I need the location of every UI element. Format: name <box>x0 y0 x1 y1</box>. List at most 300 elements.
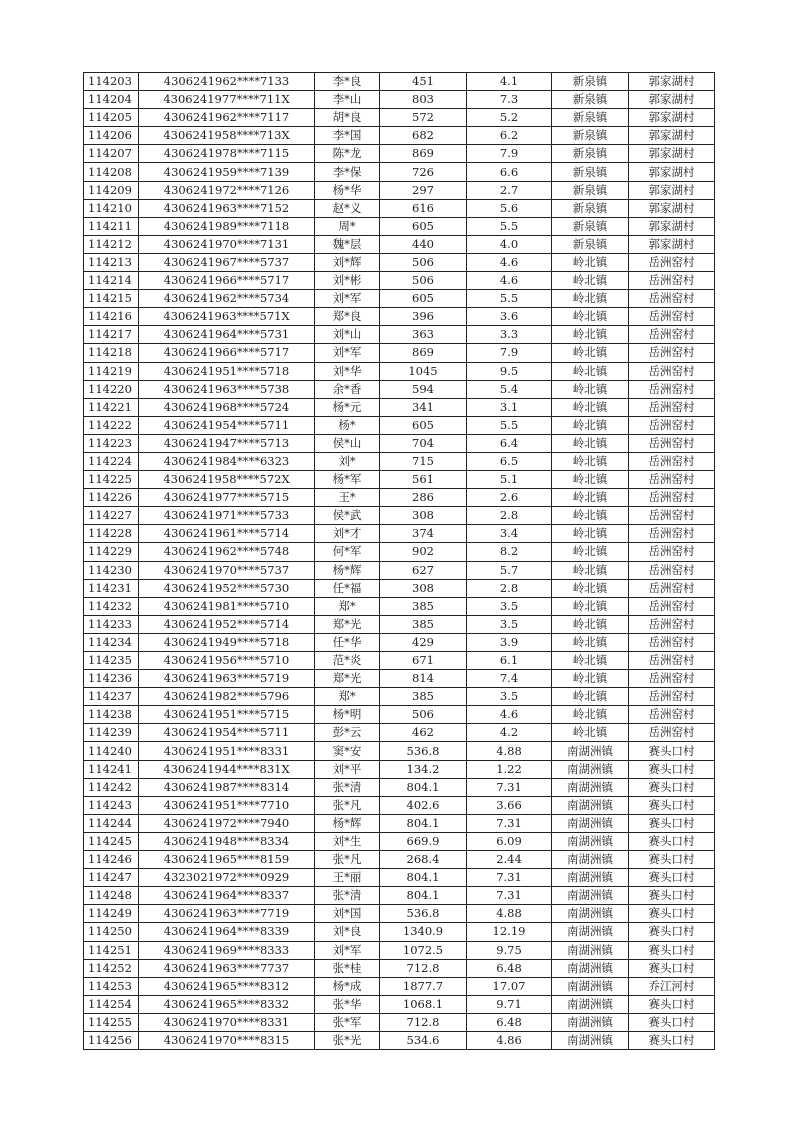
cell-id-number: 4306241962****7133 <box>139 73 315 91</box>
cell-amount: 1340.9 <box>380 923 467 941</box>
cell-name: 刘*军 <box>315 344 380 362</box>
cell-name: 李*山 <box>315 91 380 109</box>
cell-amount: 268.4 <box>380 851 467 869</box>
cell-record-id: 114222 <box>84 416 139 434</box>
data-table <box>83 72 715 1050</box>
cell-amount: 363 <box>380 326 467 344</box>
cell-id-number: 4306241971****5733 <box>139 507 315 525</box>
cell-name: 余*香 <box>315 380 380 398</box>
cell-name: 张*凡 <box>315 851 380 869</box>
table-row <box>84 217 715 235</box>
table-row <box>84 615 715 633</box>
cell-name: 侯*山 <box>315 434 380 452</box>
cell-amount: 715 <box>380 452 467 470</box>
cell-amount: 385 <box>380 597 467 615</box>
table-row <box>84 597 715 615</box>
cell-amount: 572 <box>380 109 467 127</box>
cell-value: 9.75 <box>467 941 552 959</box>
table-row <box>84 362 715 380</box>
cell-value: 6.6 <box>467 163 552 181</box>
cell-town: 南湖洲镇 <box>552 1031 629 1049</box>
cell-name: 杨*辉 <box>315 561 380 579</box>
cell-village: 岳洲窑村 <box>629 344 715 362</box>
cell-village: 赛头口村 <box>629 851 715 869</box>
cell-id-number: 4306241963****7737 <box>139 959 315 977</box>
cell-id-number: 4306241961****5714 <box>139 525 315 543</box>
cell-village: 岳洲窑村 <box>629 398 715 416</box>
cell-id-number: 4306241958****713X <box>139 127 315 145</box>
cell-record-id: 114242 <box>84 778 139 796</box>
cell-value: 6.09 <box>467 832 552 850</box>
cell-village: 岳洲窑村 <box>629 362 715 380</box>
cell-amount: 804.1 <box>380 869 467 887</box>
cell-value: 2.8 <box>467 507 552 525</box>
cell-town: 新泉镇 <box>552 127 629 145</box>
cell-village: 岳洲窑村 <box>629 652 715 670</box>
cell-record-id: 114223 <box>84 434 139 452</box>
cell-name: 任*华 <box>315 633 380 651</box>
cell-name: 胡*良 <box>315 109 380 127</box>
table-row <box>84 398 715 416</box>
cell-id-number: 4306241965****8159 <box>139 851 315 869</box>
cell-value: 2.44 <box>467 851 552 869</box>
cell-id-number: 4306241965****8332 <box>139 995 315 1013</box>
cell-amount: 1877.7 <box>380 977 467 995</box>
cell-name: 侯*武 <box>315 507 380 525</box>
cell-amount: 594 <box>380 380 467 398</box>
table-row <box>84 163 715 181</box>
cell-village: 郭家湖村 <box>629 163 715 181</box>
cell-record-id: 114207 <box>84 145 139 163</box>
cell-record-id: 114234 <box>84 633 139 651</box>
cell-name: 任*福 <box>315 579 380 597</box>
cell-value: 6.4 <box>467 434 552 452</box>
cell-amount: 506 <box>380 706 467 724</box>
cell-amount: 385 <box>380 688 467 706</box>
cell-amount: 341 <box>380 398 467 416</box>
cell-town: 岭北镇 <box>552 670 629 688</box>
cell-amount: 1045 <box>380 362 467 380</box>
cell-name: 王*丽 <box>315 869 380 887</box>
cell-value: 3.5 <box>467 615 552 633</box>
cell-amount: 536.8 <box>380 905 467 923</box>
cell-town: 南湖洲镇 <box>552 995 629 1013</box>
cell-name: 李*良 <box>315 73 380 91</box>
cell-town: 岭北镇 <box>552 525 629 543</box>
cell-record-id: 114246 <box>84 851 139 869</box>
cell-id-number: 4306241951****5718 <box>139 362 315 380</box>
cell-record-id: 114213 <box>84 253 139 271</box>
cell-value: 7.31 <box>467 814 552 832</box>
cell-amount: 616 <box>380 199 467 217</box>
cell-village: 赛头口村 <box>629 905 715 923</box>
cell-amount: 385 <box>380 615 467 633</box>
cell-record-id: 114241 <box>84 760 139 778</box>
cell-village: 岳洲窑村 <box>629 326 715 344</box>
cell-value: 12.19 <box>467 923 552 941</box>
cell-town: 岭北镇 <box>552 507 629 525</box>
cell-village: 赛头口村 <box>629 832 715 850</box>
cell-value: 7.31 <box>467 887 552 905</box>
cell-village: 郭家湖村 <box>629 109 715 127</box>
cell-id-number: 4306241987****8314 <box>139 778 315 796</box>
cell-value: 7.9 <box>467 145 552 163</box>
table-row <box>84 869 715 887</box>
cell-village: 赛头口村 <box>629 941 715 959</box>
cell-name: 杨*明 <box>315 706 380 724</box>
cell-id-number: 4306241970****8315 <box>139 1031 315 1049</box>
table-row <box>84 199 715 217</box>
cell-town: 南湖洲镇 <box>552 796 629 814</box>
cell-record-id: 114224 <box>84 452 139 470</box>
cell-value: 4.0 <box>467 235 552 253</box>
cell-town: 南湖洲镇 <box>552 814 629 832</box>
table-row <box>84 923 715 941</box>
cell-name: 刘*国 <box>315 905 380 923</box>
cell-record-id: 114220 <box>84 380 139 398</box>
cell-name: 刘*辉 <box>315 253 380 271</box>
cell-id-number: 4306241956****5710 <box>139 652 315 670</box>
table-row <box>84 760 715 778</box>
cell-name: 郑* <box>315 688 380 706</box>
cell-name: 杨*辉 <box>315 814 380 832</box>
cell-name: 范*炎 <box>315 652 380 670</box>
cell-name: 李*保 <box>315 163 380 181</box>
cell-town: 岭北镇 <box>552 362 629 380</box>
cell-amount: 814 <box>380 670 467 688</box>
table-row <box>84 471 715 489</box>
cell-value: 3.5 <box>467 688 552 706</box>
cell-value: 3.3 <box>467 326 552 344</box>
cell-name: 刘*军 <box>315 290 380 308</box>
table-row <box>84 724 715 742</box>
cell-amount: 902 <box>380 543 467 561</box>
cell-name: 周* <box>315 217 380 235</box>
cell-name: 刘*军 <box>315 941 380 959</box>
cell-record-id: 114203 <box>84 73 139 91</box>
cell-amount: 308 <box>380 579 467 597</box>
cell-village: 岳洲窑村 <box>629 253 715 271</box>
cell-amount: 704 <box>380 434 467 452</box>
cell-village: 岳洲窑村 <box>629 489 715 507</box>
cell-amount: 804.1 <box>380 778 467 796</box>
cell-value: 7.3 <box>467 91 552 109</box>
cell-id-number: 4306241977****711X <box>139 91 315 109</box>
cell-name: 刘* <box>315 452 380 470</box>
cell-town: 新泉镇 <box>552 235 629 253</box>
cell-village: 岳洲窑村 <box>629 597 715 615</box>
cell-record-id: 114245 <box>84 832 139 850</box>
cell-amount: 869 <box>380 145 467 163</box>
cell-record-id: 114252 <box>84 959 139 977</box>
cell-value: 17.07 <box>467 977 552 995</box>
cell-id-number: 4306241958****572X <box>139 471 315 489</box>
cell-record-id: 114227 <box>84 507 139 525</box>
cell-value: 6.48 <box>467 959 552 977</box>
cell-value: 5.5 <box>467 217 552 235</box>
cell-id-number: 4306241978****7115 <box>139 145 315 163</box>
cell-village: 郭家湖村 <box>629 145 715 163</box>
cell-town: 岭北镇 <box>552 724 629 742</box>
cell-record-id: 114250 <box>84 923 139 941</box>
table-row <box>84 706 715 724</box>
cell-value: 2.6 <box>467 489 552 507</box>
cell-value: 6.48 <box>467 1013 552 1031</box>
cell-town: 南湖洲镇 <box>552 887 629 905</box>
cell-village: 岳洲窑村 <box>629 579 715 597</box>
cell-town: 南湖洲镇 <box>552 905 629 923</box>
cell-value: 3.4 <box>467 525 552 543</box>
cell-town: 南湖洲镇 <box>552 1013 629 1031</box>
cell-amount: 134.2 <box>380 760 467 778</box>
cell-record-id: 114229 <box>84 543 139 561</box>
cell-village: 岳洲窑村 <box>629 688 715 706</box>
cell-name: 杨*元 <box>315 398 380 416</box>
cell-id-number: 4306241981****5710 <box>139 597 315 615</box>
cell-amount: 429 <box>380 633 467 651</box>
table-row <box>84 434 715 452</box>
cell-id-number: 4323021972****0929 <box>139 869 315 887</box>
cell-name: 张*华 <box>315 995 380 1013</box>
cell-town: 南湖洲镇 <box>552 851 629 869</box>
cell-id-number: 4306241951****7710 <box>139 796 315 814</box>
cell-town: 岭北镇 <box>552 290 629 308</box>
cell-town: 岭北镇 <box>552 597 629 615</box>
cell-amount: 534.6 <box>380 1031 467 1049</box>
cell-name: 郑*光 <box>315 615 380 633</box>
cell-record-id: 114240 <box>84 742 139 760</box>
cell-amount: 671 <box>380 652 467 670</box>
cell-value: 8.2 <box>467 543 552 561</box>
cell-amount: 396 <box>380 308 467 326</box>
cell-value: 4.6 <box>467 706 552 724</box>
cell-name: 赵*义 <box>315 199 380 217</box>
table-row <box>84 380 715 398</box>
cell-amount: 726 <box>380 163 467 181</box>
cell-value: 4.6 <box>467 253 552 271</box>
table-row <box>84 73 715 91</box>
cell-value: 6.5 <box>467 452 552 470</box>
cell-name: 何*军 <box>315 543 380 561</box>
cell-town: 岭北镇 <box>552 633 629 651</box>
table-row <box>84 561 715 579</box>
cell-id-number: 4306241963****571X <box>139 308 315 326</box>
cell-name: 张*光 <box>315 1031 380 1049</box>
cell-id-number: 4306241977****5715 <box>139 489 315 507</box>
cell-value: 7.31 <box>467 869 552 887</box>
cell-id-number: 4306241954****5711 <box>139 416 315 434</box>
cell-town: 岭北镇 <box>552 579 629 597</box>
cell-id-number: 4306241964****8337 <box>139 887 315 905</box>
cell-name: 刘*华 <box>315 362 380 380</box>
cell-name: 刘*山 <box>315 326 380 344</box>
cell-record-id: 114233 <box>84 615 139 633</box>
cell-value: 5.6 <box>467 199 552 217</box>
cell-name: 刘*生 <box>315 832 380 850</box>
cell-amount: 506 <box>380 253 467 271</box>
table-row <box>84 905 715 923</box>
cell-name: 张*清 <box>315 887 380 905</box>
table-row <box>84 272 715 290</box>
cell-town: 新泉镇 <box>552 109 629 127</box>
cell-village: 岳洲窑村 <box>629 308 715 326</box>
table-body <box>84 73 715 1050</box>
cell-village: 岳洲窑村 <box>629 670 715 688</box>
cell-village: 岳洲窑村 <box>629 525 715 543</box>
cell-record-id: 114225 <box>84 471 139 489</box>
cell-name: 张*桂 <box>315 959 380 977</box>
cell-amount: 682 <box>380 127 467 145</box>
cell-value: 4.86 <box>467 1031 552 1049</box>
cell-record-id: 114254 <box>84 995 139 1013</box>
cell-record-id: 114237 <box>84 688 139 706</box>
cell-id-number: 4306241966****5717 <box>139 344 315 362</box>
table-row <box>84 452 715 470</box>
cell-record-id: 114205 <box>84 109 139 127</box>
cell-amount: 462 <box>380 724 467 742</box>
cell-value: 4.2 <box>467 724 552 742</box>
cell-village: 郭家湖村 <box>629 73 715 91</box>
cell-amount: 1068.1 <box>380 995 467 1013</box>
table-row <box>84 814 715 832</box>
cell-id-number: 4306241969****8333 <box>139 941 315 959</box>
cell-town: 岭北镇 <box>552 561 629 579</box>
cell-record-id: 114219 <box>84 362 139 380</box>
cell-village: 赛头口村 <box>629 1013 715 1031</box>
cell-value: 5.7 <box>467 561 552 579</box>
cell-town: 岭北镇 <box>552 416 629 434</box>
cell-amount: 1072.5 <box>380 941 467 959</box>
cell-village: 岳洲窑村 <box>629 272 715 290</box>
cell-amount: 402.6 <box>380 796 467 814</box>
cell-amount: 712.8 <box>380 959 467 977</box>
cell-id-number: 4306241962****5748 <box>139 543 315 561</box>
cell-amount: 506 <box>380 272 467 290</box>
cell-record-id: 114243 <box>84 796 139 814</box>
cell-value: 4.1 <box>467 73 552 91</box>
cell-record-id: 114209 <box>84 181 139 199</box>
cell-town: 岭北镇 <box>552 688 629 706</box>
cell-village: 岳洲窑村 <box>629 380 715 398</box>
cell-record-id: 114248 <box>84 887 139 905</box>
cell-value: 7.31 <box>467 778 552 796</box>
cell-id-number: 4306241989****7118 <box>139 217 315 235</box>
cell-value: 2.7 <box>467 181 552 199</box>
table-row <box>84 1013 715 1031</box>
cell-name: 郑* <box>315 597 380 615</box>
cell-record-id: 114251 <box>84 941 139 959</box>
cell-amount: 561 <box>380 471 467 489</box>
cell-record-id: 114247 <box>84 869 139 887</box>
cell-value: 2.8 <box>467 579 552 597</box>
cell-id-number: 4306241970****5737 <box>139 561 315 579</box>
cell-village: 岳洲窑村 <box>629 633 715 651</box>
cell-value: 3.66 <box>467 796 552 814</box>
table-row <box>84 525 715 543</box>
cell-record-id: 114249 <box>84 905 139 923</box>
cell-record-id: 114230 <box>84 561 139 579</box>
cell-record-id: 114226 <box>84 489 139 507</box>
cell-value: 4.88 <box>467 742 552 760</box>
cell-id-number: 4306241963****7719 <box>139 905 315 923</box>
cell-town: 新泉镇 <box>552 91 629 109</box>
cell-record-id: 114231 <box>84 579 139 597</box>
table-row <box>84 344 715 362</box>
cell-town: 新泉镇 <box>552 181 629 199</box>
cell-name: 杨*军 <box>315 471 380 489</box>
cell-village: 岳洲窑村 <box>629 290 715 308</box>
cell-village: 赛头口村 <box>629 887 715 905</box>
cell-value: 9.5 <box>467 362 552 380</box>
cell-name: 张*军 <box>315 1013 380 1031</box>
cell-amount: 804.1 <box>380 814 467 832</box>
cell-village: 赛头口村 <box>629 995 715 1013</box>
cell-amount: 440 <box>380 235 467 253</box>
cell-id-number: 4306241952****5730 <box>139 579 315 597</box>
table-row <box>84 543 715 561</box>
cell-id-number: 4306241984****6323 <box>139 452 315 470</box>
cell-value: 5.5 <box>467 290 552 308</box>
cell-amount: 804.1 <box>380 887 467 905</box>
cell-village: 岳洲窑村 <box>629 543 715 561</box>
cell-town: 岭北镇 <box>552 434 629 452</box>
cell-id-number: 4306241947****5713 <box>139 434 315 452</box>
cell-town: 南湖洲镇 <box>552 742 629 760</box>
cell-name: 王* <box>315 489 380 507</box>
cell-village: 乔江河村 <box>629 977 715 995</box>
cell-village: 郭家湖村 <box>629 181 715 199</box>
table-row <box>84 995 715 1013</box>
cell-id-number: 4306241951****5715 <box>139 706 315 724</box>
cell-value: 6.2 <box>467 127 552 145</box>
cell-village: 赛头口村 <box>629 1031 715 1049</box>
cell-village: 岳洲窑村 <box>629 416 715 434</box>
cell-name: 李*国 <box>315 127 380 145</box>
cell-id-number: 4306241982****5796 <box>139 688 315 706</box>
cell-id-number: 4306241949****5718 <box>139 633 315 651</box>
table-row <box>84 633 715 651</box>
table-row <box>84 109 715 127</box>
cell-amount: 308 <box>380 507 467 525</box>
table-row <box>84 91 715 109</box>
cell-id-number: 4306241944****831X <box>139 760 315 778</box>
cell-town: 新泉镇 <box>552 199 629 217</box>
cell-village: 岳洲窑村 <box>629 452 715 470</box>
cell-name: 魏*层 <box>315 235 380 253</box>
table-row <box>84 670 715 688</box>
cell-record-id: 114214 <box>84 272 139 290</box>
cell-amount: 669.9 <box>380 832 467 850</box>
cell-id-number: 4306241963****5738 <box>139 380 315 398</box>
cell-town: 岭北镇 <box>552 543 629 561</box>
cell-town: 岭北镇 <box>552 398 629 416</box>
cell-village: 岳洲窑村 <box>629 471 715 489</box>
cell-town: 南湖洲镇 <box>552 977 629 995</box>
cell-town: 新泉镇 <box>552 163 629 181</box>
cell-amount: 605 <box>380 217 467 235</box>
cell-town: 南湖洲镇 <box>552 869 629 887</box>
cell-town: 岭北镇 <box>552 380 629 398</box>
cell-town: 岭北镇 <box>552 615 629 633</box>
cell-town: 新泉镇 <box>552 145 629 163</box>
cell-record-id: 114238 <box>84 706 139 724</box>
cell-town: 岭北镇 <box>552 652 629 670</box>
cell-value: 5.4 <box>467 380 552 398</box>
cell-value: 5.5 <box>467 416 552 434</box>
cell-id-number: 4306241963****7152 <box>139 199 315 217</box>
cell-village: 岳洲窑村 <box>629 507 715 525</box>
cell-id-number: 4306241963****5719 <box>139 670 315 688</box>
